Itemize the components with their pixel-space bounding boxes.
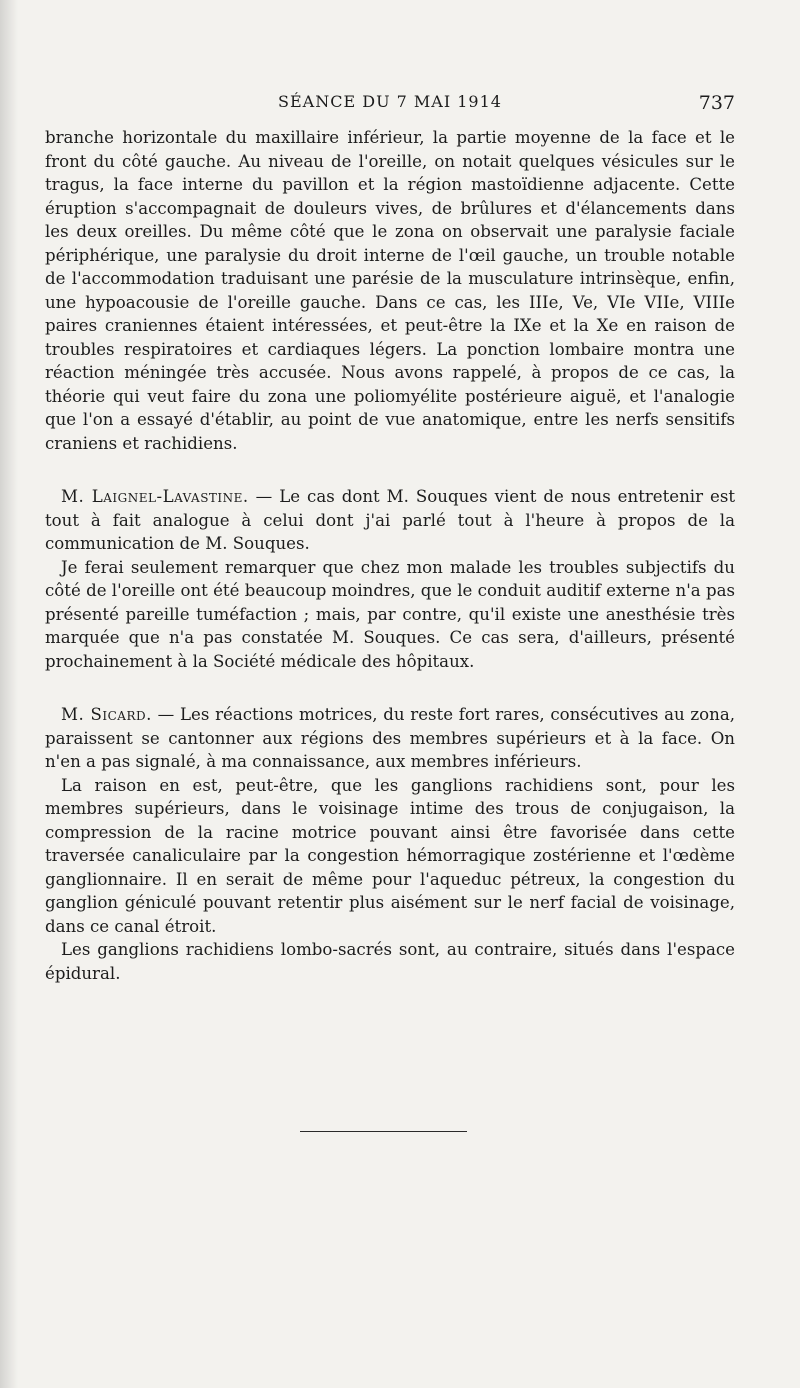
paragraph-text: branche horizontale du maxillaire inférieur, la partie moyenne de la face et le front du côté gauche. Au niveau de l'oreille, on notait quelques vésicules sur le tragus, la face interne du pavillon et la région mastoïdienne adjacente. Cette éruption s'accompagnait de douleurs vives, de brûlures et d'élancements dans les deux oreilles. Du même côté que le zona on observait une paralysie faciale périphérique, une paralysie du droit interne de l'œil gauche, un trouble notable de l'accommodation traduisant une parésie de la musculature intrinsèque, enfin, une hypoacousie de l'oreille gauche. Dans ce cas, les IIIe, Ve, VIe VIIe, VIIIe paires craniennes étaient intéressées, et peut-être la IXe et la Xe en raison de troubles respiratoires et cardiaques légers. La ponction lombaire montra une réaction méningée très accusée. Nous avons rappelé, à propos de ce cas, la théorie qui veut faire du zona une poliomyélite postérieure aiguë, et l'analogie que l'on a essayé d'établir, au point de vue anatomique, entre les nerfs sensitifs craniens et rachidiens. xyxy=(45,128,735,453)
header-title: SÉANCE DU 7 MAI 1914 xyxy=(278,92,502,111)
running-header xyxy=(45,92,735,122)
body-text xyxy=(45,126,735,985)
speaker-name: M. Sicard. xyxy=(61,705,152,724)
paragraph-2 xyxy=(45,485,735,556)
paragraph-6 xyxy=(45,938,735,985)
paragraph-text: — Le cas dont M. Souques vient de nous entretenir est tout à fait analogue à celui dont j'ai parlé tout à l'heure à propos de la communication de M. Souques. xyxy=(45,487,736,553)
paragraph-text: Les ganglions rachidiens lombo-sacrés sont, au contraire, situés dans l'espace épidural. xyxy=(45,940,735,983)
paragraph-5 xyxy=(45,774,735,939)
paragraph-text: La raison en est, peut-être, que les ganglions rachidiens sont, pour les membres supérieurs, dans le voisinage intime des trous de conjugaison, la compression de la racine motrice pouvant ainsi être favorisée dans cette traversée canaliculaire par la congestion hémorragique zostérienne et l'œdème ganglionnaire. Il en serait de même pour l'aqueduc pétreux, la congestion du ganglion géniculé pouvant retentir plus aisément sur le nerf facial de voisinage, dans ce canal étroit. xyxy=(45,775,735,936)
page-edge-shadow xyxy=(0,0,18,1388)
page-number: 737 xyxy=(698,92,735,114)
paragraph-3 xyxy=(45,556,735,674)
paragraph-text: Je ferai seulement remarquer que chez mon malade les troubles subjectifs du côté de l'oreille ont été beaucoup moindres, que le conduit auditif externe n'a pas présenté pareille tuméfaction ; mais, par contre, qu'il existe une anesthésie très marquée que n'a pas constatée M. Souques. Ce cas sera, d'ailleurs, présenté prochainement à la Société médicale des hôpitaux. xyxy=(45,557,735,671)
speaker-name: M. Laignel-Lavastine. xyxy=(61,487,249,506)
paragraph-1 xyxy=(45,126,735,455)
section-divider xyxy=(300,1131,467,1132)
paragraph-text: — Les réactions motrices, du reste fort rares, consécutives au zona, paraissent se cantonner aux régions des membres supérieurs et à la face. On n'en a pas signalé, à ma connaissance, aux membres inférieurs. xyxy=(45,705,735,771)
paragraph-4 xyxy=(45,703,735,774)
